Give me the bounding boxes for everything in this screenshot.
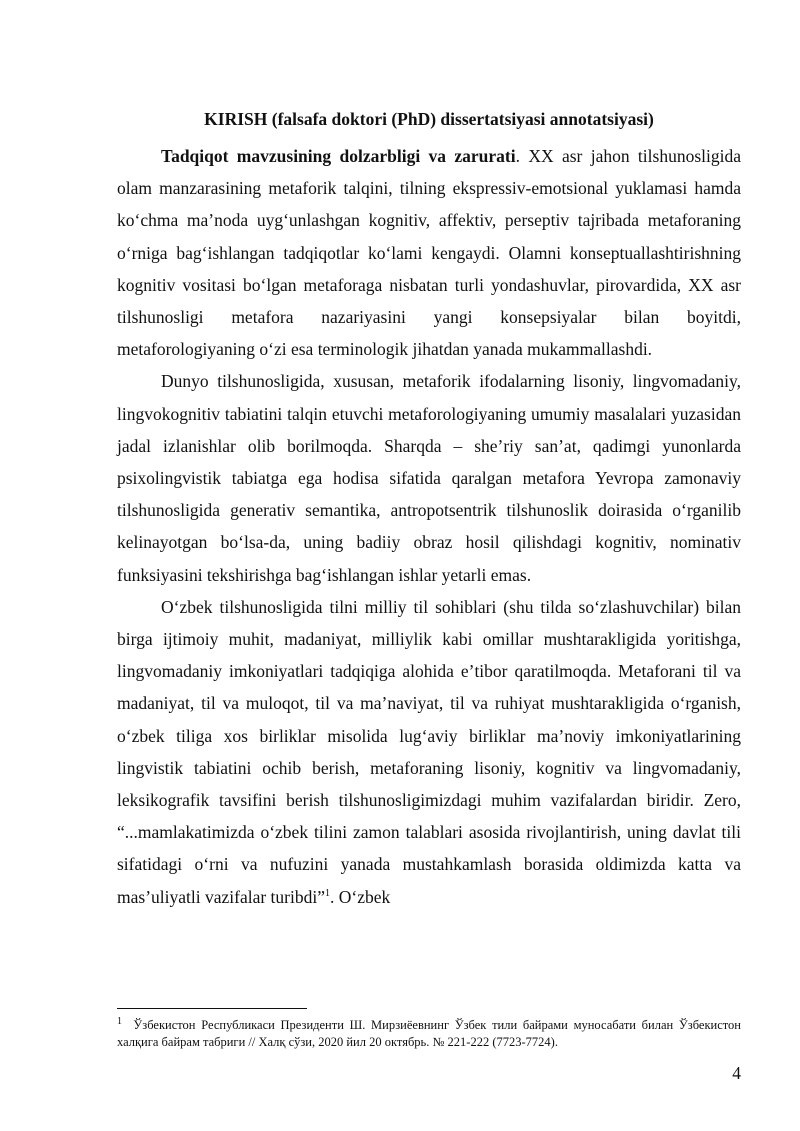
paragraph-3-text: Oʻzbek tilshunosligida tilni milliy til sohiblari (shu tilda soʻzlashuvchilar) bilan birga ijtimoiy muhit, madaniyat, milliylik kabi omillar mushtarakligida yoritishga, lingvomadaniy imkoniyatlari tadqiqiga alohida eʼtibor qaratilmoqda. Metaforani til va madaniyat, til va muloqot, til va maʼnaviyat, til va ruhiyat mushtarakligida oʻrganish, oʻzbek tiliga xos birliklar misolida lugʻaviy birliklar maʼnoviy imkoniyatlarining lingvistik tabiatini ochib berish, metaforaning lisoniy, kognitiv va lingvomadaniy, leksikografik tavsifini berish tilshunosligimizdagi muhim vazifalardan biridir. Zero, “...mamlakatimizda oʻzbek tilini zamon talablari asosida rivojlantirish, uning davlat tili sifatidagi oʻrni va nufuzini yanada mustahkamlash borasida oldimizda katta va masʼuliyatli vazifalar turibdi”: [117, 596, 741, 907]
paragraph-2: [117, 365, 741, 590]
paragraph-3: [117, 591, 741, 913]
paragraph-2-text: Dunyo tilshunosligida, xususan, metaforik ifodalarning lisoniy, lingvomadaniy, lingvokognitiv tabiatini talqin etuvchi metaforologiyaning umumiy masalalari yuzasidan jadal izlanishlar olib borilmoqda. Sharqda – sheʼriy sanʼat, qadimgi yunonlarda psixolingvistik tabiatga ega hodisa sifatida qaralgan metafora Yevropa zamonaviy tilshunosligida generativ semantika, antropotsentrik tilshunoslik doirasida oʻrganilib kelinayotgan boʻlsa-da, uning badiiy obraz hosil qilishdagi kognitiv, nominativ funksiyasini tekshirishga bagʻishlangan ishlar yetarli emas.: [117, 371, 741, 585]
paragraph-1-lead: Tadqiqot mavzusining dolzarbligi va zarurati: [161, 146, 516, 166]
paragraph-1-text: . XX asr jahon tilshunosligida olam manzarasining metaforik talqini, tilning ekspressiv-emotsional yuklamasi hamda koʻchma maʼnoda uygʻunlashgan kognitiv, affektiv, perseptiv tajribada metaforaning oʻrniga bagʻishlangan tadqiqotlar koʻlami kengaydi. Olamni konseptuallashtirishning kognitiv vositasi boʻlgan metaforaga nisbatan turli yondashuvlar, pirovardida, XX asr tilshunosligi metafora nazariyasini yangi konsepsiyalar bilan boyitdi, metaforologiyaning oʻzi esa terminologik jihatdan yanada mukammallashdi.: [117, 146, 741, 360]
paragraph-3-tail: . Oʻzbek: [329, 886, 391, 907]
paragraph-1: [117, 140, 741, 365]
body-text: [117, 140, 741, 913]
footnote-marker: 1: [117, 1015, 122, 1027]
footnote-separator: [117, 1008, 307, 1009]
page-number: 4: [732, 1063, 741, 1083]
page-title: KIRISH (falsafa doktori (PhD) dissertatsiyasi annotatsiyasi): [204, 109, 654, 129]
footnote-reference[interactable]: 1: [324, 887, 330, 899]
footnote: [117, 1017, 741, 1051]
footnote-text: Ўзбекистон Республикаси Президенти Ш. Мирзиёевнинг Ўзбек тили байрами муносабати билан Ўзбекистон халқига байрам табриги // Халқ сўзи, 2020 йил 20 октябрь. № 221-222 (7723-7724).: [117, 1018, 741, 1049]
